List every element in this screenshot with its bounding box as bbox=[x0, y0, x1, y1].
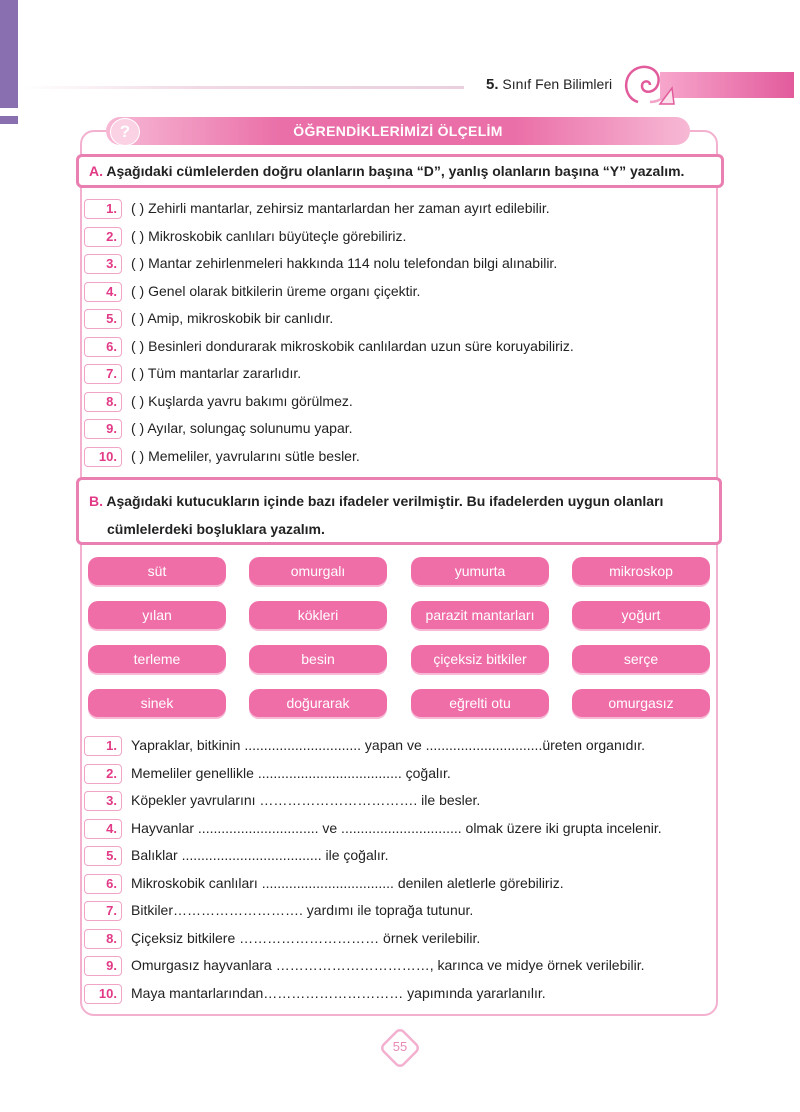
b-item-number: 7. bbox=[84, 901, 122, 921]
side-bar-decoration-small bbox=[0, 116, 18, 124]
b-item-text: Çiçeksiz bitkilere ………………………… örnek verilebilir. bbox=[131, 929, 481, 946]
question-mark-icon: ? bbox=[110, 118, 140, 146]
page-title: ÖĞRENDİKLERİMİZİ ÖLÇELİM bbox=[106, 117, 690, 145]
a-item-text: ( ) Amip, mikroskobik bir canlıdır. bbox=[131, 310, 334, 326]
section-a-text: Aşağıdaki cümlelerden doğru olanların başına “D”, yanlış olanların başına “Y” yazalım. bbox=[106, 163, 685, 179]
a-item-text: ( ) Mikroskobik canlıları büyüteçle görebiliriz. bbox=[131, 227, 407, 244]
a-item-text: ( ) Ayılar, solungaç solunumu yapar. bbox=[131, 420, 353, 436]
b-item-text: Yapraklar, bitkinin .............................. yapan ve ..............................üreten organıdır. bbox=[131, 737, 646, 753]
header-rule bbox=[24, 86, 464, 89]
word-chip: parazit mantarları bbox=[411, 601, 549, 629]
a-item-number: 5. bbox=[84, 309, 122, 329]
b-item-text: Hayvanlar ............................... ve ............................... olmak üzere iki grupta incelenir. bbox=[131, 819, 662, 836]
word-chip: yılan bbox=[88, 601, 226, 629]
a-item-number: 1. bbox=[84, 199, 122, 219]
a-item-text: ( ) Besinleri dondurarak mikroskobik canlılardan uzun süre koruyabiliriz. bbox=[131, 337, 574, 354]
swirl-logo-icon bbox=[620, 58, 676, 110]
a-item-number: 8. bbox=[84, 392, 122, 412]
page-number: 55 bbox=[392, 1039, 408, 1054]
section-b-letter: B. bbox=[89, 493, 103, 509]
a-item-number: 4. bbox=[84, 282, 122, 302]
a-item-text: ( ) Memeliler, yavrularını sütle besler. bbox=[131, 447, 360, 464]
word-chip: mikroskop bbox=[572, 557, 710, 585]
section-b-text-line2: cümlelerdeki boşluklara yazalım. bbox=[107, 521, 325, 537]
b-item-number: 5. bbox=[84, 846, 122, 866]
word-chip: doğurarak bbox=[249, 689, 387, 717]
side-bar-decoration bbox=[0, 0, 18, 108]
word-chip: yoğurt bbox=[572, 601, 710, 629]
b-item-number: 4. bbox=[84, 819, 122, 839]
word-chip: omurgasız bbox=[572, 689, 710, 717]
section-b-text-line1: Aşağıdaki kutucukların içinde bazı ifadeler verilmiştir. Bu ifadelerden uygun olanları bbox=[106, 493, 664, 509]
word-chip: çiçeksiz bitkiler bbox=[411, 645, 549, 673]
b-item-number: 6. bbox=[84, 874, 122, 894]
subject-label: Sınıf Fen Bilimleri bbox=[502, 76, 613, 92]
section-a-instruction bbox=[76, 154, 724, 188]
b-item-text: Mikroskobik canlıları .................................. denilen aletlerle görebiliriz. bbox=[131, 874, 564, 891]
b-item-text: Maya mantarlarından………………………… yapımında yararlanılır. bbox=[131, 984, 546, 1001]
header-pink-tab bbox=[660, 72, 794, 98]
b-item-text: Bitkiler………………………. yardımı ile toprağa tutunur. bbox=[131, 902, 474, 918]
a-item-text: ( ) Mantar zehirlenmeleri hakkında 114 nolu telefondan bilgi alınabilir. bbox=[131, 255, 558, 271]
word-chip: eğrelti otu bbox=[411, 689, 549, 717]
word-chip: serçe bbox=[572, 645, 710, 673]
b-item-number: 1. bbox=[84, 736, 122, 756]
b-item-text: Omurgasız hayvanlara ……………………………, karınca ve midye örnek verilebilir. bbox=[131, 957, 645, 973]
a-item-text: ( ) Zehirli mantarlar, zehirsiz mantarlardan her zaman ayırt edilebilir. bbox=[131, 200, 550, 216]
a-item-number: 6. bbox=[84, 337, 122, 357]
word-chip: sinek bbox=[88, 689, 226, 717]
b-item-text: Balıklar .................................... ile çoğalır. bbox=[131, 847, 389, 863]
b-item-text: Memeliler genellikle ..................................... çoğalır. bbox=[131, 764, 451, 781]
word-chip: terleme bbox=[88, 645, 226, 673]
section-b-instruction bbox=[76, 477, 722, 545]
word-chip: omurgalı bbox=[249, 557, 387, 585]
word-chip: besin bbox=[249, 645, 387, 673]
b-item-number: 10. bbox=[84, 984, 122, 1004]
a-item-text: ( ) Genel olarak bitkilerin üreme organı çiçektir. bbox=[131, 282, 421, 299]
a-item-number: 2. bbox=[84, 227, 122, 247]
page-header bbox=[486, 76, 612, 93]
word-chip: yumurta bbox=[411, 557, 549, 585]
b-item-number: 9. bbox=[84, 956, 122, 976]
word-chip: süt bbox=[88, 557, 226, 585]
b-item-number: 3. bbox=[84, 791, 122, 811]
section-a-letter: A. bbox=[89, 163, 103, 179]
a-item-text: ( ) Tüm mantarlar zararlıdır. bbox=[131, 365, 302, 381]
b-item-text: Köpekler yavrularını ……………………………. ile besler. bbox=[131, 792, 481, 808]
a-item-number: 3. bbox=[84, 254, 122, 274]
grade-label: 5. bbox=[486, 76, 499, 93]
a-item-text: ( ) Kuşlarda yavru bakımı görülmez. bbox=[131, 392, 353, 409]
word-chip: kökleri bbox=[249, 601, 387, 629]
a-item-number: 9. bbox=[84, 419, 122, 439]
b-item-number: 2. bbox=[84, 764, 122, 784]
b-item-number: 8. bbox=[84, 929, 122, 949]
a-item-number: 7. bbox=[84, 364, 122, 384]
a-item-number: 10. bbox=[84, 447, 122, 467]
